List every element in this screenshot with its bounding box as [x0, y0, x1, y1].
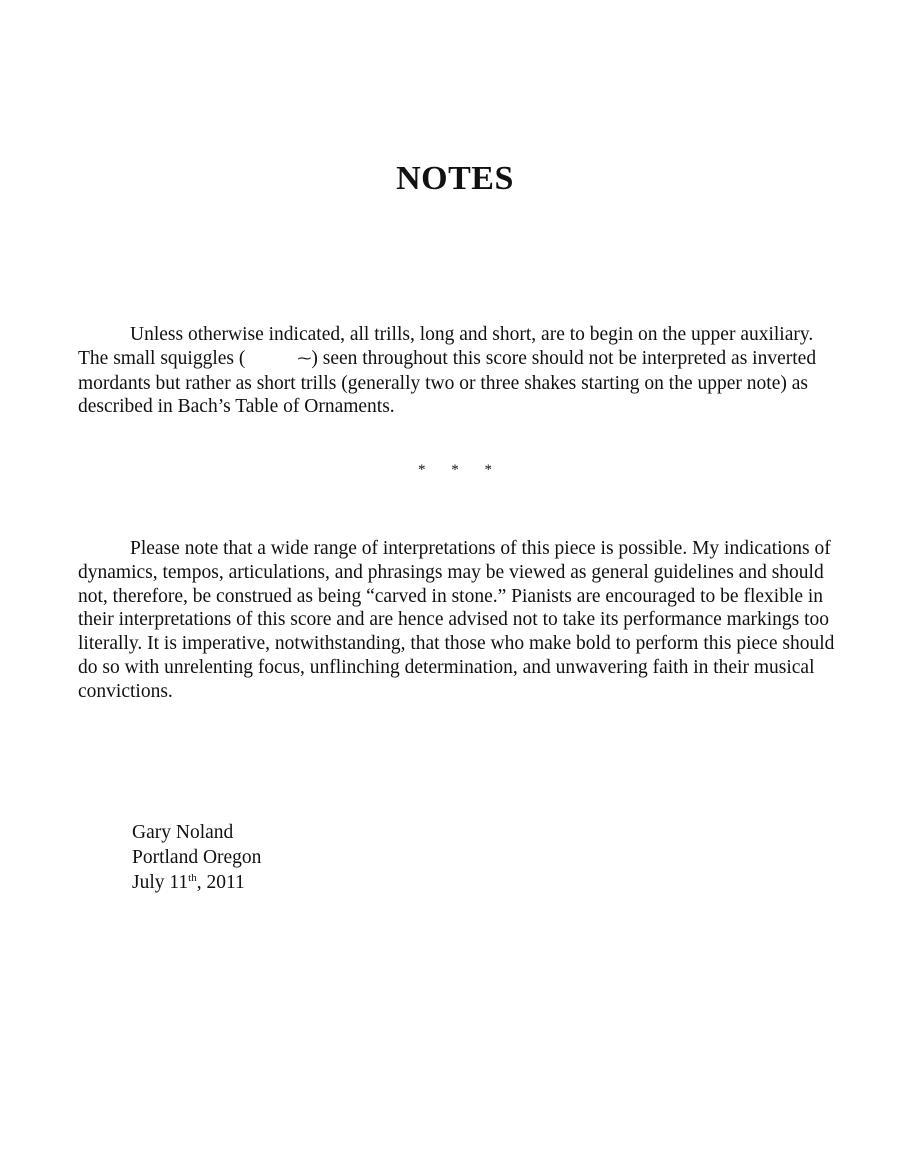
author-name: Gary Noland — [132, 822, 234, 843]
signature-block — [132, 820, 261, 895]
date-month-day: July 11 — [132, 872, 189, 893]
date-ordinal: th — [188, 872, 197, 884]
date-year: , 2011 — [196, 872, 245, 893]
trill-squiggle-icon: ⁓ — [297, 351, 312, 367]
author-location: Portland Oregon — [132, 847, 262, 868]
section-separator: * * * — [418, 462, 492, 478]
signature-date — [132, 870, 261, 895]
page-title: NOTES — [396, 160, 514, 197]
paragraph-trills-text-end: ) seen throughout this score should not be interpreted as inverted mordants but rather as short trills (generally two or three shakes starting on the upper note) as described in Bach’s Table of Ornaments. — [78, 347, 817, 418]
paragraph-trills — [78, 323, 838, 419]
paragraph-interpretation: Please note that a wide range of interpretations of this piece is possible. My indications of dynamics, tempos, articulations, and phrasings may be viewed as general guidelines and should not, therefore, be construed as being “carved in stone.” Pianists are encouraged to be flexible in their interpretations of this score and are hence advised not to take its performance markings too literally. It is imperative, notwithstanding, that those who make bold to perform this piece should do so with unrelenting focus, unflinching determination, and unwavering faith in their musical convictions. — [78, 538, 835, 702]
paragraph-trills-text-start: Unless otherwise indicated, all trills, long and short, are to begin on the upper auxiliary. The small squiggles ( — [78, 324, 814, 369]
